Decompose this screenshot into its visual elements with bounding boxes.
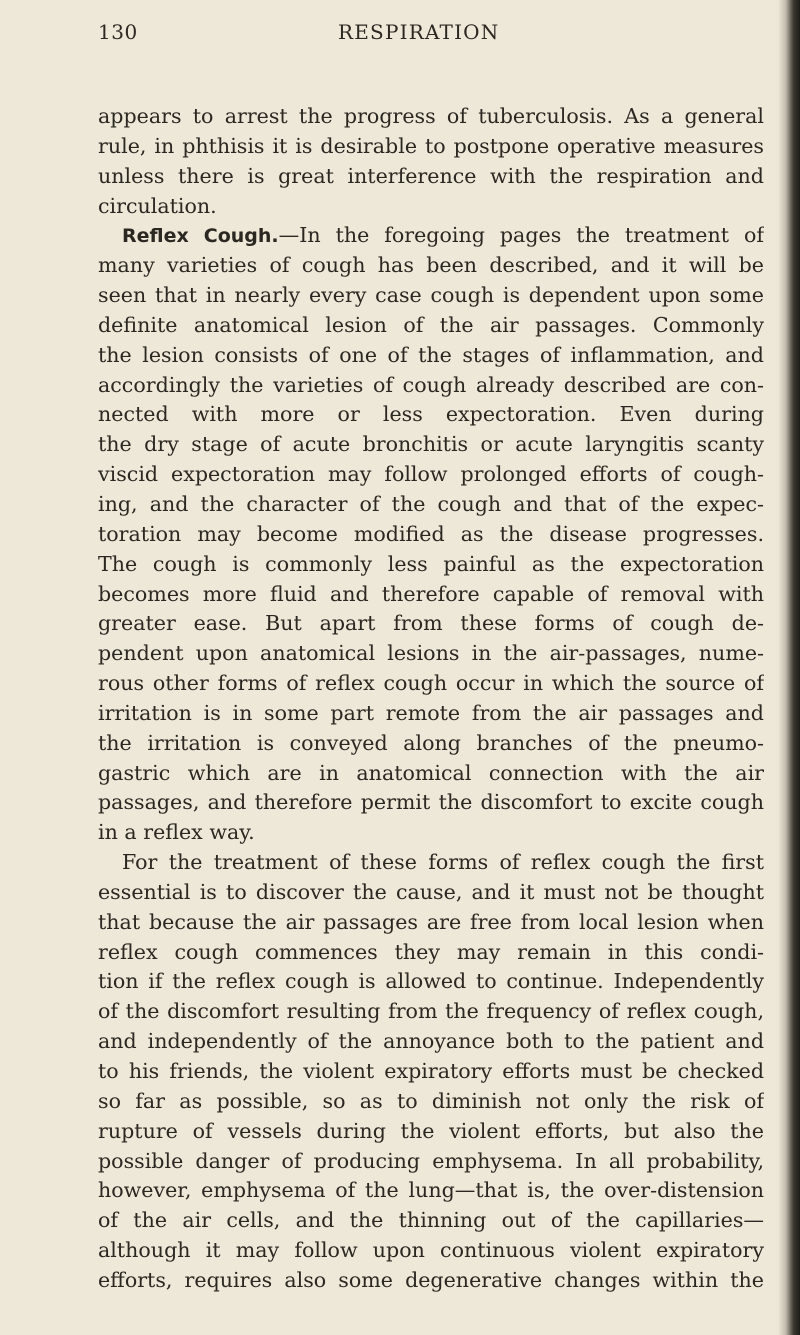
text-line: seen that in nearly every case cough is dependent upon some <box>98 283 764 308</box>
section-heading: Reflex Cough. <box>122 225 279 248</box>
text-line: the lesion consists of one of the stages of inflammation, and <box>98 342 764 367</box>
text-line: circulation. <box>98 193 217 218</box>
text-line: to his friends, the violent expiratory efforts must be checked <box>98 1059 764 1083</box>
text-line: accordingly the varieties of cough already described are con- <box>98 372 764 397</box>
text-line: viscid expectoration may follow prolonged efforts of cough- <box>98 462 764 487</box>
page-edge-shadow <box>778 0 800 1335</box>
text-line: although it may follow upon continuous violent expiratory <box>98 1238 764 1263</box>
text-line: in a reflex way. <box>98 820 255 845</box>
text-line: possible danger of producing emphysema. In all probability, <box>98 1148 764 1173</box>
text-line: irritation is in some part remote from the air passages and <box>98 700 764 725</box>
text-line: of the discomfort resulting from the frequency of reflex cough, <box>98 999 764 1024</box>
running-head: RESPIRATION <box>338 20 500 44</box>
text-line: and independently of the annoyance both to the patient and <box>98 1029 764 1054</box>
text-line: unless there is great interference with the respiration and <box>98 163 764 188</box>
text-line: gastric which are in anatomical connection with the air <box>98 760 764 785</box>
body-text <box>98 102 764 1296</box>
text-line: reflex cough commences they may remain in this condi- <box>98 939 764 964</box>
text-line: becomes more fluid and therefore capable of removal with <box>98 581 764 606</box>
text-line: rous other forms of reflex cough occur in which the source of <box>98 671 764 696</box>
text-line: nected with more or less expectoration. Even during <box>98 402 764 427</box>
text-line: The cough is commonly less painful as the expectoration <box>98 551 764 576</box>
text-line: definite anatomical lesion of the air passages. Commonly <box>98 312 764 337</box>
text-line: tion if the reflex cough is allowed to continue. Independently <box>98 969 764 994</box>
text-line: efforts, requires also some degenerative changes within the <box>98 1267 764 1292</box>
text-line: of the air cells, and the thinning out of the capillaries— <box>98 1208 764 1233</box>
text-line: toration may become modified as the disease progresses. <box>98 521 764 546</box>
text-line: greater ease. But apart from these forms of cough de- <box>98 611 764 636</box>
text-line: so far as possible, so as to diminish not only the risk of <box>98 1088 764 1113</box>
text-line: ing, and the character of the cough and that of the expec- <box>98 491 764 516</box>
text-line: the irritation is conveyed along branches of the pneumo- <box>98 730 764 755</box>
text-line: however, emphysema of the lung—that is, the over-distension <box>98 1178 764 1203</box>
text-line: rule, in phthisis it is desirable to postpone operative measures <box>98 133 764 158</box>
text-line: passages, and therefore permit the discomfort to excite cough <box>98 790 764 815</box>
text-line: many varieties of cough has been described, and it will be <box>98 253 764 278</box>
text-line: rupture of vessels during the violent efforts, but also the <box>98 1118 764 1143</box>
page-header <box>98 14 758 48</box>
text-line: the dry stage of acute bronchitis or acute laryngitis scanty <box>98 432 764 457</box>
section-first-line <box>98 221 764 251</box>
text-line: that because the air passages are free from local lesion when <box>98 909 764 934</box>
page-number: 130 <box>98 20 138 44</box>
text-line: essential is to discover the cause, and it must not be thought <box>98 879 764 904</box>
text-line: pendent upon anatomical lesions in the air-passages, nume- <box>98 641 764 666</box>
text-line: appears to arrest the progress of tuberculosis. As a general <box>98 104 764 128</box>
text-line: For the treatment of these forms of reflex cough the first <box>122 850 764 875</box>
text-run: —In the foregoing pages the treatment of <box>278 223 764 248</box>
